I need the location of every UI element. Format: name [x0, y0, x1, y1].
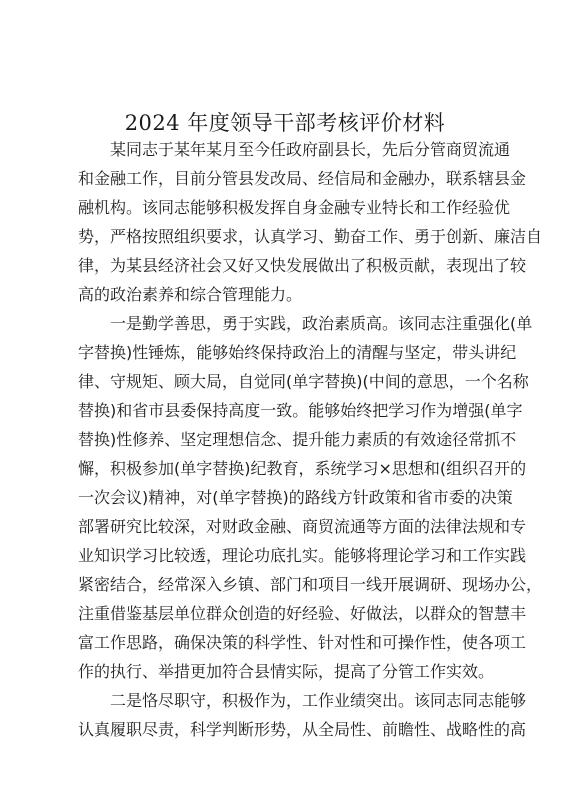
paragraph-2-line-2: 字替换)性锤炼，能够始终保持政治上的清醒与坚定，带头讲纪 — [78, 343, 517, 362]
paragraph-3-line-1: 二是恪尽职守，积极作为，工作业绩突出。该同志同志能够 — [110, 691, 527, 710]
paragraph-1-line-4: 势，严格按照组织要求，认真学习、勤奋工作、勇于创新、廉洁自 — [78, 227, 543, 246]
paragraph-3-line-2: 认真履职尽责，科学判断形势，从全局性、前瞻性、战略性的高 — [78, 720, 527, 739]
paragraph-2-line-6: 懈，积极参加(单字替换)纪教育，系统学习×思想和(组织召开的 — [78, 459, 527, 478]
paragraph-2-line-11: 注重借鉴基层单位群众创造的好经验、好做法，以群众的智慧丰 — [78, 604, 527, 623]
paragraph-1-line-3: 融机构。该同志能够积极发挥自身金融专业特长和工作经验优 — [78, 198, 511, 217]
paragraph-2-line-9: 业知识学习比较透，理论功底扎实。能够将理论学习和工作实践 — [78, 546, 527, 565]
paragraph-2-line-10: 紧密结合，经常深入乡镇、部门和项目一线开展调研、现场办公， — [78, 575, 543, 594]
paragraph-1-line-5: 律，为某县经济社会又好又快发展做出了积极贡献，表现出了较 — [78, 256, 527, 275]
paragraph-2-line-3: 律、守规矩、顾大局，自觉同(单字替换)(中间的意思，一个名称 — [78, 372, 529, 391]
paragraph-1-line-2: 和金融工作，目前分管县发改局、经信局和金融办，联系辖县金 — [78, 169, 527, 188]
paragraph-2-line-13: 作的执行、举措更加符合县情实际，提高了分管工作实效。 — [78, 662, 495, 681]
paragraph-1-line-1: 某同志于某年某月至今任政府副县长，先后分管商贸流通 — [110, 140, 511, 159]
paragraph-2-line-1: 一是勤学善思，勇于实践，政治素质高。该同志注重强化(单 — [110, 314, 533, 333]
paragraph-2-line-7: 一次会议)精神，对(单字替换)的路线方针政策和省市委的决策 — [78, 488, 513, 507]
paragraph-2-line-5: 替换)性修养、坚定理想信念、提升能力素质的有效途径常抓不 — [78, 430, 517, 449]
paragraph-2-line-4: 替换)和省市县委保持高度一致。能够始终把学习作为增强(单字 — [78, 401, 523, 420]
paragraph-2-line-8: 部署研究比较深，对财政金融、商贸流通等方面的法律法规和专 — [78, 517, 527, 536]
paragraph-1-line-6: 高的政治素养和综合管理能力。 — [78, 285, 303, 304]
paragraph-2-line-12: 富工作思路，确保决策的科学性、针对性和可操作性，使各项工 — [78, 633, 527, 652]
document-title: 2024 年度领导干部考核评价材料 — [124, 111, 446, 135]
